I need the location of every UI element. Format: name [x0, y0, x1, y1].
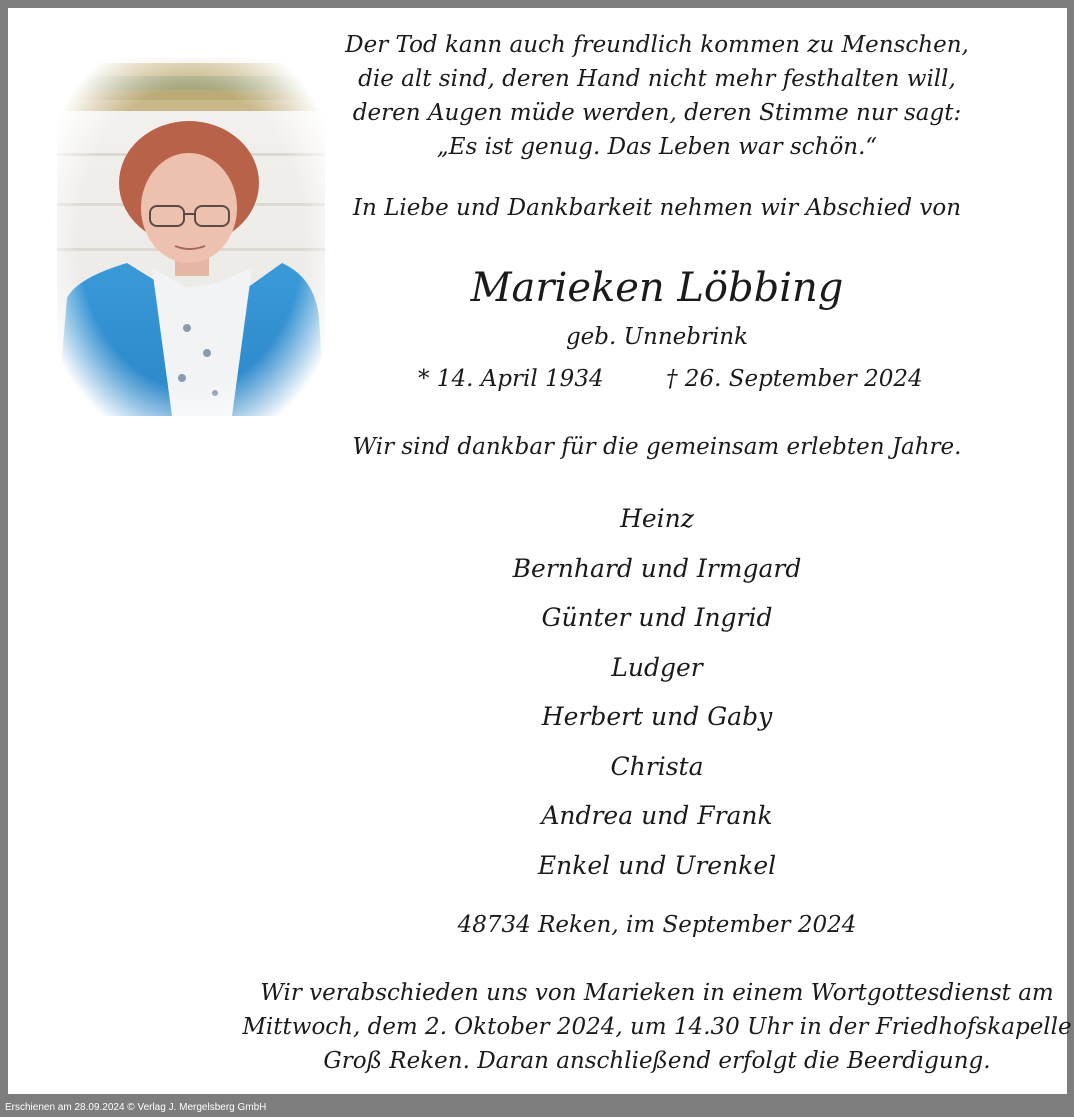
deceased-name: Marieken Löbbing — [470, 265, 844, 311]
mourner-entry: Bernhard und Irmgard — [512, 553, 802, 583]
poem — [260, 28, 1054, 164]
publication-footer: Erschienen am 28.09.2024 © Verlag J. Mergelsberg GmbH — [5, 1102, 267, 1113]
mourner-entry: Christa — [610, 751, 704, 781]
thanks-line: Wir sind dankbar für die gemeinsam erlebten Jahre. — [352, 434, 962, 460]
mourner-entry: Andrea und Frank — [541, 801, 773, 830]
mourner-entry: Herbert und Gaby — [541, 702, 773, 731]
death-date: † 26. September 2024 — [666, 366, 923, 392]
mourner-entry: Heinz — [620, 504, 694, 533]
place-and-date: 48734 Reken, im September 2024 — [457, 912, 857, 938]
poem-line: „Es ist genug. Das Leben war schön.“ — [436, 134, 878, 160]
life-dates — [260, 366, 1054, 398]
farewell-intro: In Liebe und Dankbarkeit nehmen wir Abschied von — [352, 195, 962, 221]
mourner-entry: Ludger — [611, 652, 703, 682]
mourner-entry: Günter und Ingrid — [541, 603, 773, 632]
poem-line: die alt sind, deren Hand nicht mehr festhalten will, — [358, 66, 956, 92]
poem-line: deren Augen müde werden, deren Stimme nur sagt: — [352, 100, 962, 126]
birth-date: * 14. April 1934 — [418, 366, 604, 392]
service-notice — [240, 976, 1074, 1078]
service-line: Groß Reken. Daran anschließend erfolgt die Beerdigung. — [323, 1048, 991, 1074]
service-line: Mittwoch, dem 2. Oktober 2024, um 14.30 Uhr in der Friedhofskapelle — [242, 1014, 1072, 1040]
mourner-entry: Enkel und Urenkel — [537, 850, 777, 880]
mourners-list — [260, 494, 1054, 890]
service-line: Wir verabschieden uns von Marieken in einem Wortgottesdienst am — [260, 980, 1054, 1006]
maiden-name: geb. Unnebrink — [565, 324, 749, 350]
poem-line: Der Tod kann auch freundlich kommen zu Menschen, — [345, 32, 969, 58]
